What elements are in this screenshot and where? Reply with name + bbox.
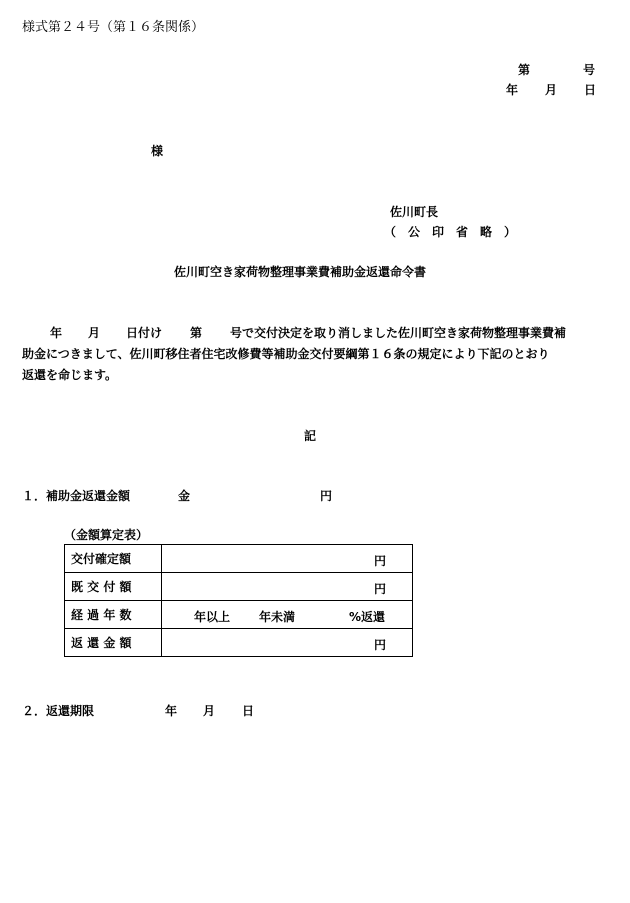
body-line1-rest: 号で交付決定を取り消しました佐川町空き家荷物整理事業費補 <box>230 326 567 340</box>
row-value-kofu-kakutei <box>162 545 413 573</box>
body-dai: 第 <box>190 326 203 340</box>
row-label-henkan-kingaku: 返 還 金 額 <box>65 629 162 657</box>
document-title: 佐川町空き家荷物整理事業費補助金返還命令書 <box>174 265 427 279</box>
item2-tsuki: 月 <box>203 704 216 718</box>
percent-return: %返還 <box>349 610 386 624</box>
date-hi: 日 <box>584 83 597 97</box>
calc-table <box>64 544 413 657</box>
table-row <box>65 601 413 629</box>
body-hizuke: 日付け <box>126 326 163 340</box>
item2-label: ２．返還期限 <box>22 704 95 718</box>
table-row <box>65 629 413 657</box>
years-over: 年以上 <box>194 610 231 624</box>
row-label-kofu-kakutei: 交付確定額 <box>65 545 162 573</box>
issuer-name: 佐川町長 <box>390 205 439 219</box>
date-tsuki: 月 <box>545 83 558 97</box>
date-nen: 年 <box>506 83 519 97</box>
yen-unit: 円 <box>373 554 386 568</box>
number-dai: 第 <box>518 63 531 77</box>
body-tsuki: 月 <box>88 326 101 340</box>
recipient-suffix: 様 <box>151 144 164 158</box>
yen-unit: 円 <box>373 638 386 652</box>
seal-omitted: （ 公 印 省 略 ） <box>384 225 517 239</box>
item2-hi: 日 <box>242 704 255 718</box>
item1-kin: 金 <box>178 489 191 503</box>
body-line2: 助金につきまして、佐川町移住者住宅改修費等補助金交付要綱第１６条の規定により下記のとおり <box>22 347 550 361</box>
form-label: 様式第２４号（第１６条関係） <box>22 20 205 35</box>
item1-label: １．補助金返還金額 <box>22 489 131 503</box>
calc-table-caption: （金額算定表） <box>64 528 149 542</box>
item1-yen: 円 <box>320 489 333 503</box>
row-label-ki-kofu: 既 交 付 額 <box>65 573 162 601</box>
row-value-ki-kofu <box>162 573 413 601</box>
table-row <box>65 545 413 573</box>
row-value-henkan-kingaku <box>162 629 413 657</box>
ki-heading: 記 <box>304 429 317 443</box>
yen-unit: 円 <box>373 582 386 596</box>
body-line3: 返還を命じます。 <box>22 368 118 382</box>
row-label-keika-nensu: 経 過 年 数 <box>65 601 162 629</box>
row-value-keika-nensu <box>162 601 413 629</box>
years-under: 年未満 <box>259 610 296 624</box>
table-row <box>65 573 413 601</box>
item2-nen: 年 <box>165 704 178 718</box>
body-nen: 年 <box>50 326 63 340</box>
number-go: 号 <box>583 63 596 77</box>
